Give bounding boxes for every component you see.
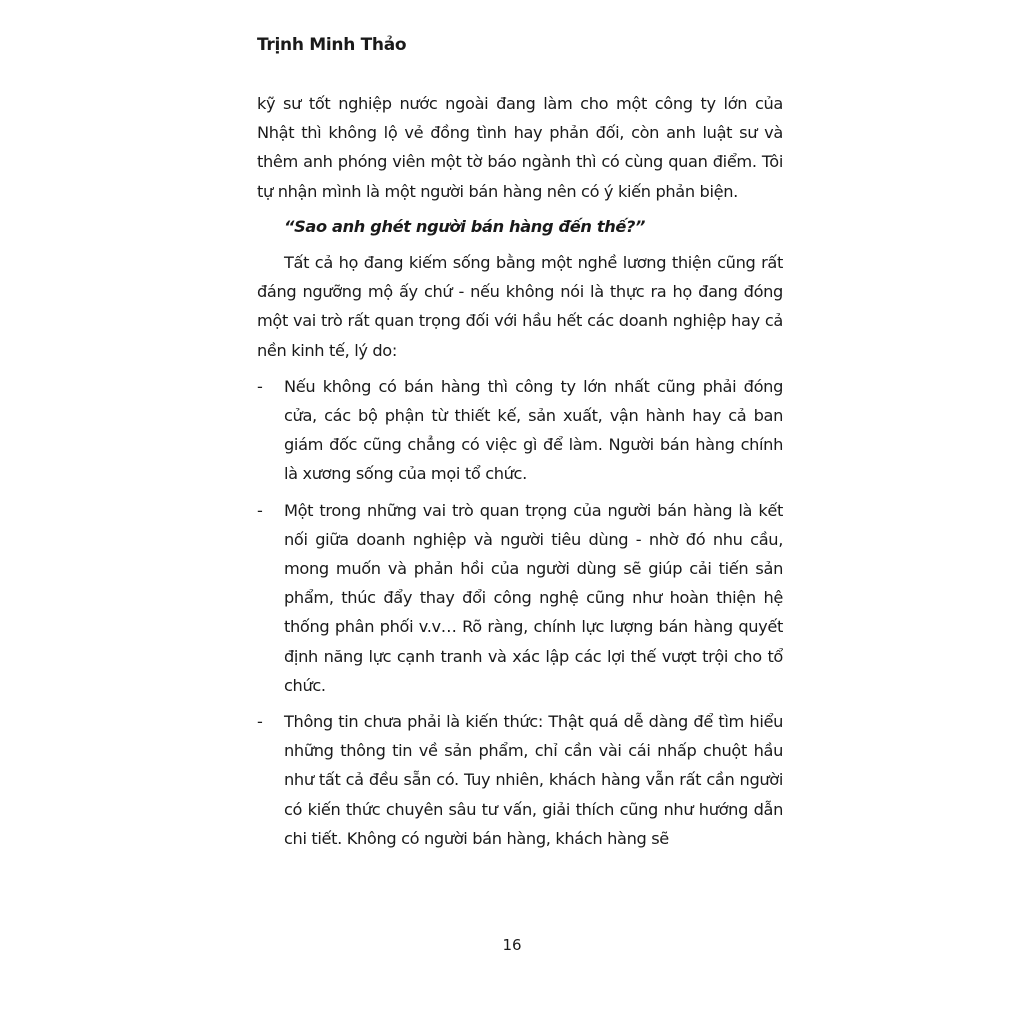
bullet-text: Thông tin chưa phải là kiến thức: Thật quá dễ dàng để tìm hiểu những thông tin về sản phẩm, chỉ cần vài cái nhấp chuột hầu như tất cả đều sẵn có. Tuy nhiên, khách hàng vẫn rất cần người có kiến thức chuyên sâu tư vấn, giải thích cũng như hướng dẫn chi tiết. Không có người bán hàng, khách hàng sẽ <box>284 712 783 848</box>
bullet-text: Nếu không có bán hàng thì công ty lớn nhất cũng phải đóng cửa, các bộ phận từ thiết kế, sản xuất, vận hành hay cả ban giám đốc cũng chẳng có việc gì để làm. Người bán hàng chính là xương sống của mọi tổ chức. <box>284 376 783 484</box>
bullet-item <box>257 707 783 853</box>
bullet-item <box>257 496 783 700</box>
bullet-dash: - <box>257 712 263 732</box>
page-body <box>257 89 783 853</box>
paragraph-continuation: kỹ sư tốt nghiệp nước ngoài đang làm cho một công ty lớn của Nhật thì không lộ vẻ đồng tình hay phản đối, còn anh luật sư và thêm anh phóng viên một tờ báo ngành thì có cùng quan điểm. Tôi tự nhận mình là một người bán hàng nên có ý kiến phản biện. <box>257 94 783 201</box>
bullet-text: Một trong những vai trò quan trọng của người bán hàng là kết nối giữa doanh nghiệp và người tiêu dùng - nhờ đó nhu cầu, mong muốn và phản hồi của người dùng sẽ giúp cải tiến sản phẩm, thúc đẩy thay đổi công nghệ cũng như hoàn thiện hệ thống phân phối v.v… Rõ ràng, chính lực lượng bán hàng quyết định năng lực cạnh tranh và xác lập các lợi thế vượt trội cho tổ chức. <box>284 500 783 695</box>
bullet-dash: - <box>257 376 263 396</box>
section-heading: “Sao anh ghét người bán hàng đến thế?” <box>284 216 646 236</box>
running-header-author: Trịnh Minh Thảo <box>257 35 407 55</box>
page-number: 16 <box>502 936 522 954</box>
paragraph-intro: Tất cả họ đang kiếm sống bằng một nghề lương thiện cũng rất đáng ngưỡng mộ ấy chứ - nếu không nói là thực ra họ đang đóng một vai trò rất quan trọng đối với hầu hết các doanh nghiệp hay cả nền kinh tế, lý do: <box>257 253 783 360</box>
bullet-item <box>257 372 783 489</box>
bullet-dash: - <box>257 500 263 520</box>
